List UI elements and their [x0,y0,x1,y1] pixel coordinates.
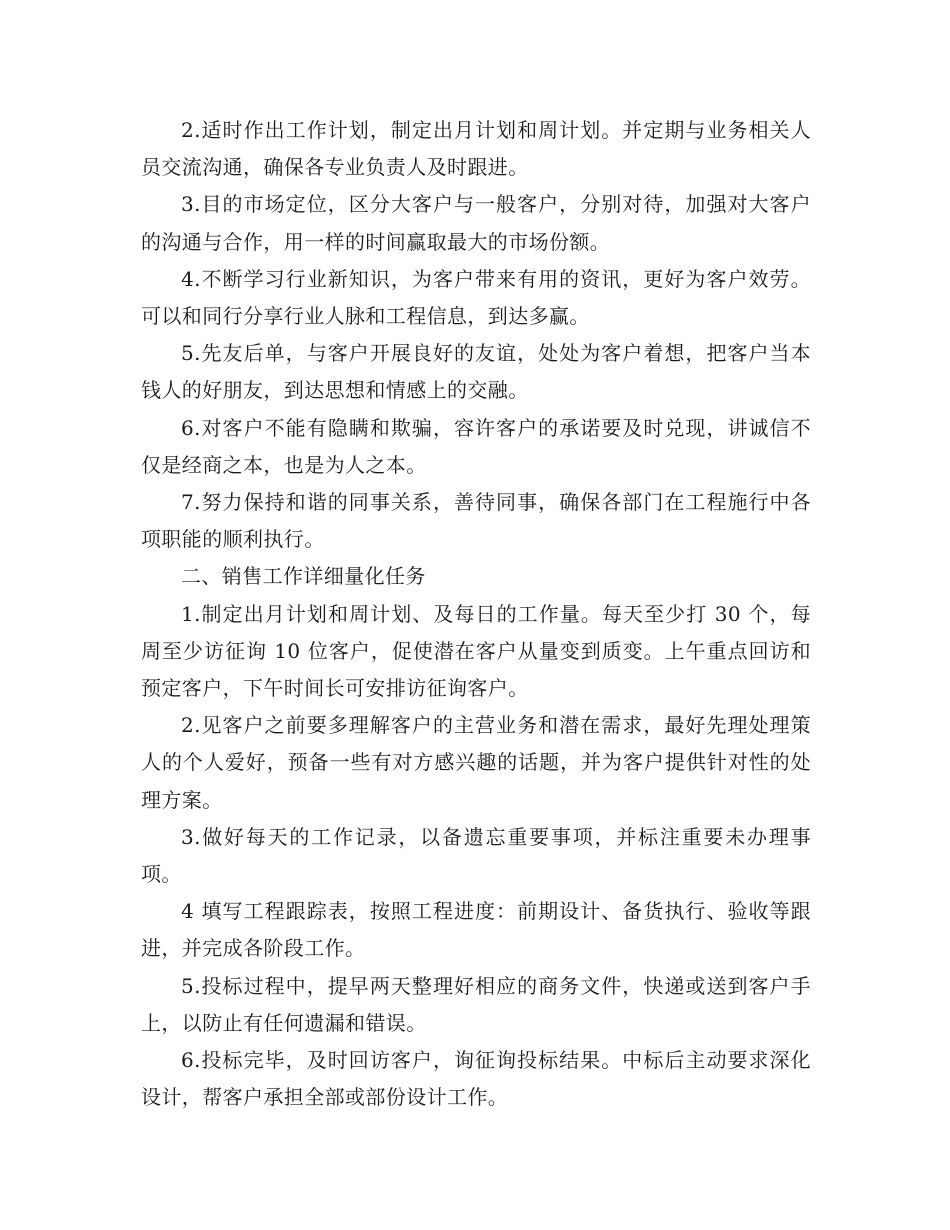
task-item-5-bidding-docs: 5.投标过程中，提早两天整理好相应的商务文件，快递或送到客户手上，以防止有任何遗漏和错误。 [141,973,811,1035]
task-item-3-work-log: 3.做好每天的工作记录，以备遗忘重要事项，并标注重要未办理事项。 [141,824,811,887]
document-body [141,112,811,1116]
paragraph-item-4-learning: 4.不断学习行业新知识，为客户带来有用的资讯，更好为客户效劳。可以和同行分享行业人脉和工程信息，到达多赢。 [141,266,811,329]
section-heading-quantified-tasks: 二、销售工作详细量化任务 [181,564,426,589]
task-item-4-tracking-sheet: 4 填写工程跟踪表，按照工程进度：前期设计、备货执行、验收等跟进，并完成各阶段工作。 [141,899,811,961]
paragraph-item-2-plan: 2.适时作出工作计划，制定出月计划和周计划。并定期与业务相关人员交流沟通，确保各专业负责人及时跟进。 [141,118,811,180]
paragraph-item-3-market-positioning: 3.目的市场定位，区分大客户与一般客户，分别对待，加强对大客户的沟通与合作，用一样的时间赢取最大的市场份额。 [141,192,811,254]
task-item-1-workload: 1.制定出月计划和周计划、及每日的工作量。每天至少打 30 个，每周至少访征询 10 位客户，促使潜在客户从量变到质变。上午重点回访和预定客户，下午时间长可安排访征询客户。 [141,601,811,701]
paragraph-item-5-friendship: 5.先友后单，与客户开展良好的友谊，处处为客户着想，把客户当本钱人的好朋友，到达思想和情感上的交融。 [141,341,811,403]
task-item-2-client-research: 2.见客户之前要多理解客户的主营业务和潜在需求，最好先理处理策人的个人爱好，预备一些有对方感兴趣的话题，并为客户提供针对性的处理方案。 [141,713,811,812]
paragraph-item-6-honesty: 6.对客户不能有隐瞒和欺骗，容许客户的承诺要及时兑现，讲诚信不仅是经商之本，也是为人之本。 [141,415,811,477]
paragraph-item-7-colleagues: 7.努力保持和谐的同事关系，善待同事，确保各部门在工程施行中各项职能的顺利执行。 [141,490,811,552]
task-item-6-bid-followup: 6.投标完毕，及时回访客户，询征询投标结果。中标后主动要求深化设计，帮客户承担全部或部份设计工作。 [141,1048,811,1110]
